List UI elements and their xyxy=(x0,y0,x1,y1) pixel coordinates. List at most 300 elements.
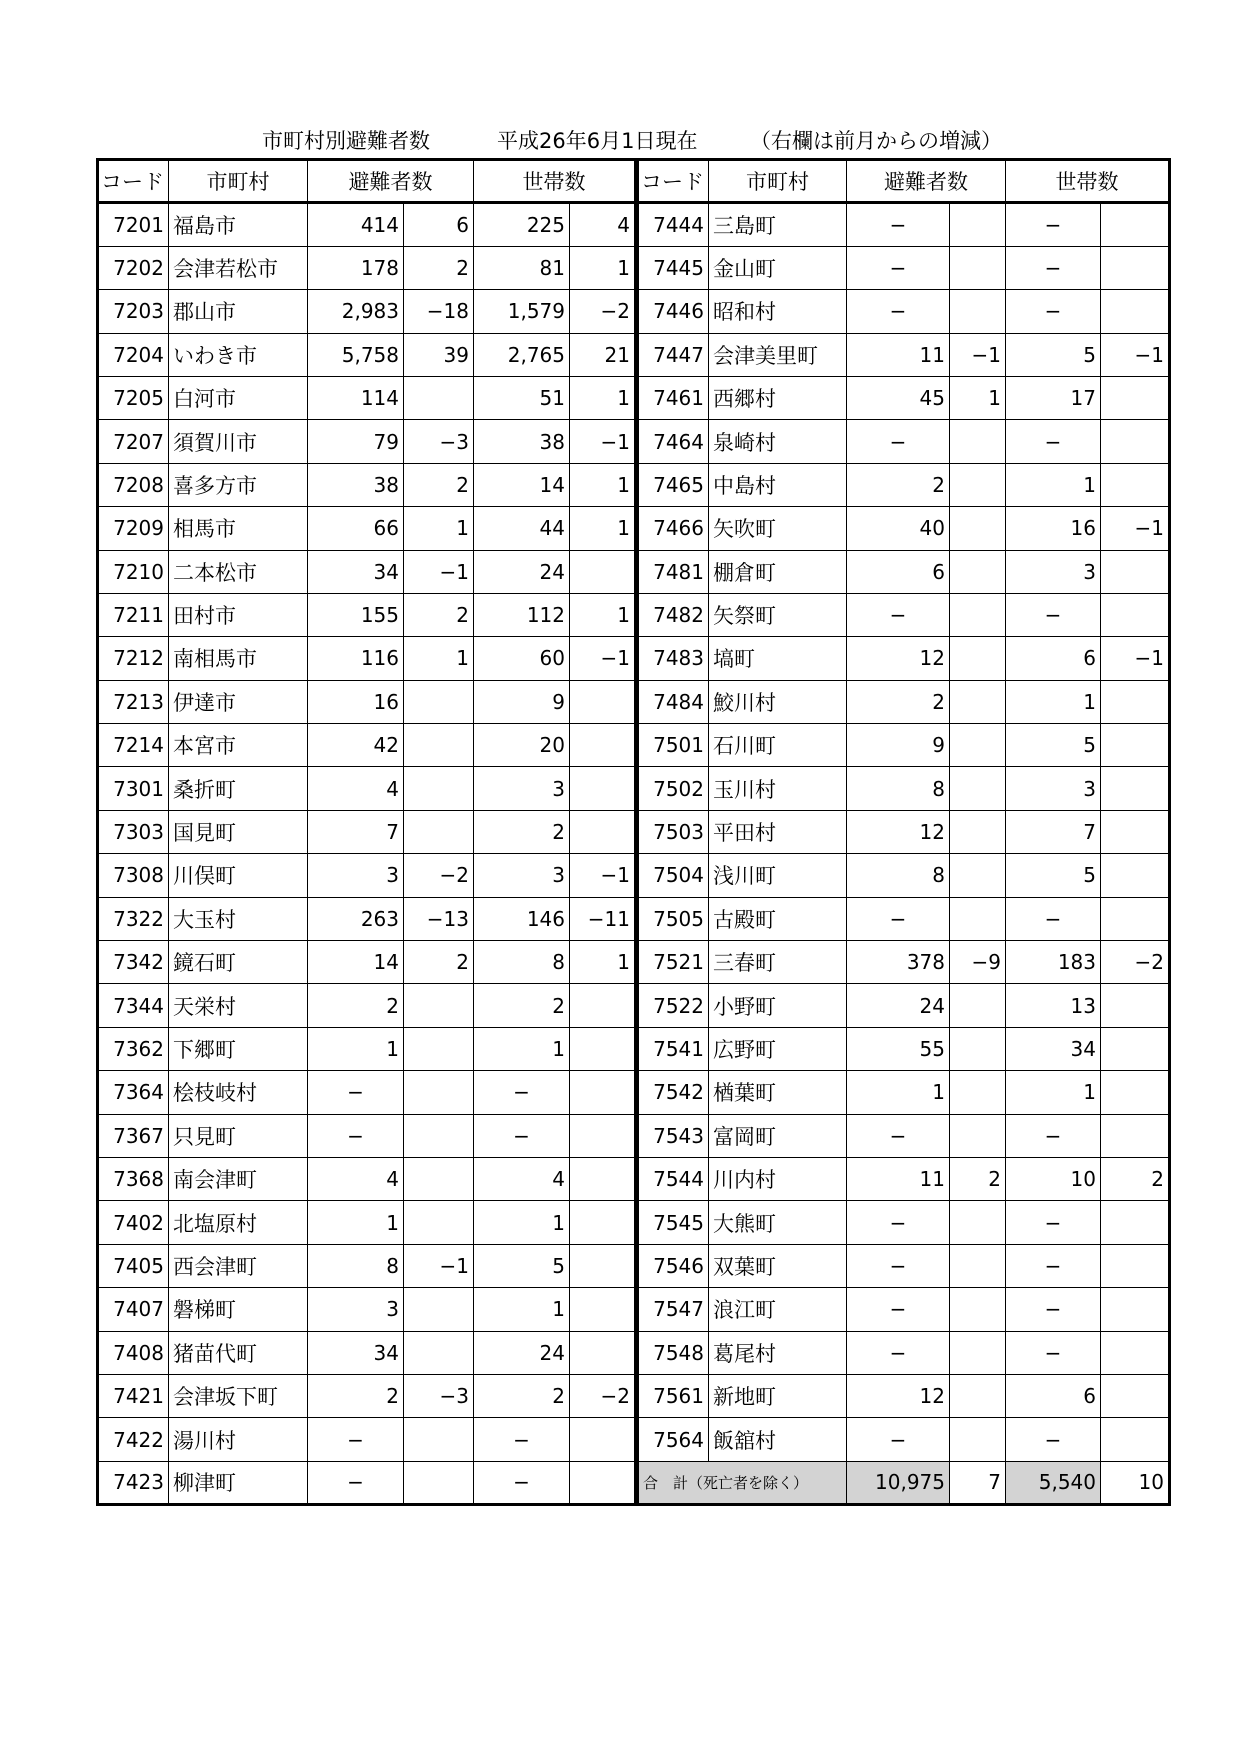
households-cell: 5 xyxy=(1006,333,1101,376)
table-row xyxy=(638,333,1170,376)
municipality-cell: 桑折町 xyxy=(169,767,308,810)
code-cell: 7503 xyxy=(638,810,709,853)
households-change-cell: −1 xyxy=(1101,507,1170,550)
table-row xyxy=(98,1288,636,1331)
evacuees-change-cell: −3 xyxy=(404,1374,474,1417)
evacuees-change-cell xyxy=(950,637,1006,680)
households-change-cell xyxy=(1101,767,1170,810)
total-evacuees-change: 7 xyxy=(950,1461,1006,1504)
municipality-cell: 双葉町 xyxy=(709,1244,847,1287)
households-change-cell xyxy=(570,1201,636,1244)
table-row xyxy=(638,810,1170,853)
evacuees-cell: − xyxy=(847,1244,950,1287)
municipality-cell: 国見町 xyxy=(169,810,308,853)
evacuees-cell: − xyxy=(847,1201,950,1244)
evacuees-cell: 178 xyxy=(308,246,404,289)
code-cell: 7444 xyxy=(638,203,709,246)
households-cell: 3 xyxy=(1006,767,1101,810)
evacuees-cell: 45 xyxy=(847,376,950,419)
households-cell: 112 xyxy=(474,593,570,636)
households-change-cell: −2 xyxy=(570,290,636,333)
table-row xyxy=(638,941,1170,984)
evacuees-change-cell: 1 xyxy=(404,507,474,550)
code-cell: 7446 xyxy=(638,290,709,333)
evacuees-cell: 414 xyxy=(308,203,404,246)
evacuees-cell: 4 xyxy=(308,767,404,810)
municipality-cell: 桧枝岐村 xyxy=(169,1071,308,1114)
table-row xyxy=(98,463,636,506)
municipality-cell: 会津美里町 xyxy=(709,333,847,376)
evacuees-change-cell xyxy=(950,1331,1006,1374)
households-cell: − xyxy=(474,1114,570,1157)
evacuees-change-cell xyxy=(950,984,1006,1027)
municipality-cell: 泉崎村 xyxy=(709,420,847,463)
evacuees-cell: 2 xyxy=(847,463,950,506)
municipality-cell: 鮫川村 xyxy=(709,680,847,723)
total-row xyxy=(638,1461,1170,1504)
households-cell: − xyxy=(1006,1331,1101,1374)
households-change-cell xyxy=(570,1461,636,1504)
evacuees-change-cell: 2 xyxy=(404,593,474,636)
evacuees-cell: − xyxy=(847,1331,950,1374)
evacuees-change-cell xyxy=(950,290,1006,333)
evacuees-cell: 7 xyxy=(308,810,404,853)
evacuees-change-cell xyxy=(950,550,1006,593)
municipality-cell: 楢葉町 xyxy=(709,1071,847,1114)
households-cell: 1 xyxy=(1006,463,1101,506)
evacuees-change-cell: 2 xyxy=(950,1157,1006,1200)
municipality-cell: 石川町 xyxy=(709,724,847,767)
table-row xyxy=(638,463,1170,506)
table-row xyxy=(98,246,636,289)
households-cell: − xyxy=(474,1461,570,1504)
table-body-right xyxy=(638,203,1170,1505)
code-cell: 7212 xyxy=(98,637,169,680)
evacuees-cell: − xyxy=(847,897,950,940)
evacuees-change-cell: 1 xyxy=(950,376,1006,419)
households-cell: − xyxy=(474,1071,570,1114)
households-change-cell xyxy=(1101,1027,1170,1070)
households-cell: 24 xyxy=(474,1331,570,1374)
evacuees-change-cell xyxy=(404,724,474,767)
municipality-cell: 葛尾村 xyxy=(709,1331,847,1374)
code-cell: 7368 xyxy=(98,1157,169,1200)
code-cell: 7544 xyxy=(638,1157,709,1200)
code-cell: 7367 xyxy=(98,1114,169,1157)
municipality-cell: 鏡石町 xyxy=(169,941,308,984)
code-cell: 7447 xyxy=(638,333,709,376)
municipality-cell: 塙町 xyxy=(709,637,847,680)
households-cell: 1 xyxy=(474,1288,570,1331)
municipality-cell: 中島村 xyxy=(709,463,847,506)
title-main: 市町村別避難者数 xyxy=(262,129,430,153)
households-change-cell xyxy=(1101,593,1170,636)
code-cell: 7505 xyxy=(638,897,709,940)
evacuees-cell: 79 xyxy=(308,420,404,463)
code-cell: 7204 xyxy=(98,333,169,376)
households-cell: − xyxy=(1006,593,1101,636)
households-cell: 17 xyxy=(1006,376,1101,419)
households-cell: 3 xyxy=(474,767,570,810)
evacuees-change-cell xyxy=(950,1374,1006,1417)
households-cell: 60 xyxy=(474,637,570,680)
code-cell: 7481 xyxy=(638,550,709,593)
evacuees-change-cell: 2 xyxy=(404,463,474,506)
evacuees-change-cell: −1 xyxy=(950,333,1006,376)
title-date: 平成26年6月1日現在 xyxy=(497,129,698,153)
evacuees-cell: − xyxy=(847,593,950,636)
evacuees-change-cell xyxy=(950,1418,1006,1461)
households-change-cell: −1 xyxy=(1101,333,1170,376)
evacuees-change-cell xyxy=(404,1331,474,1374)
evacuees-change-cell: 39 xyxy=(404,333,474,376)
code-cell: 7210 xyxy=(98,550,169,593)
households-change-cell: 1 xyxy=(570,246,636,289)
municipality-cell: 飯舘村 xyxy=(709,1418,847,1461)
municipality-cell: 伊達市 xyxy=(169,680,308,723)
evacuees-cell: 16 xyxy=(308,680,404,723)
evacuees-change-cell: 2 xyxy=(404,941,474,984)
code-cell: 7466 xyxy=(638,507,709,550)
municipality-cell: 川内村 xyxy=(709,1157,847,1200)
evacuees-cell: − xyxy=(847,1288,950,1331)
households-change-cell xyxy=(1101,376,1170,419)
municipality-cell: 猪苗代町 xyxy=(169,1331,308,1374)
households-cell: − xyxy=(1006,1418,1101,1461)
evacuees-change-cell xyxy=(404,767,474,810)
table-row xyxy=(98,593,636,636)
evacuees-change-cell xyxy=(404,376,474,419)
households-change-cell: −2 xyxy=(570,1374,636,1417)
table-row xyxy=(638,1071,1170,1114)
code-cell: 7364 xyxy=(98,1071,169,1114)
table-row xyxy=(98,1461,636,1504)
households-cell: 5 xyxy=(1006,724,1101,767)
households-change-cell: 2 xyxy=(1101,1157,1170,1200)
code-cell: 7548 xyxy=(638,1331,709,1374)
table-row xyxy=(638,637,1170,680)
evacuees-cell: 12 xyxy=(847,637,950,680)
households-cell: 225 xyxy=(474,203,570,246)
table-row xyxy=(638,420,1170,463)
table-row xyxy=(98,724,636,767)
households-cell: − xyxy=(1006,420,1101,463)
code-cell: 7482 xyxy=(638,593,709,636)
table-header-row xyxy=(98,160,636,203)
households-change-cell xyxy=(1101,246,1170,289)
evacuees-change-cell xyxy=(950,1288,1006,1331)
table-row xyxy=(638,1374,1170,1417)
households-change-cell xyxy=(1101,984,1170,1027)
households-cell: − xyxy=(1006,897,1101,940)
evacuees-change-cell: −2 xyxy=(404,854,474,897)
code-cell: 7541 xyxy=(638,1027,709,1070)
households-change-cell: 1 xyxy=(570,593,636,636)
households-cell: 9 xyxy=(474,680,570,723)
households-cell: 1 xyxy=(1006,1071,1101,1114)
total-evacuees: 10,975 xyxy=(847,1461,950,1504)
households-cell: 1 xyxy=(474,1201,570,1244)
table-row xyxy=(638,203,1170,246)
header-municipality: 市町村 xyxy=(169,160,308,203)
evacuees-change-cell xyxy=(950,1244,1006,1287)
code-cell: 7504 xyxy=(638,854,709,897)
households-cell: − xyxy=(1006,1114,1101,1157)
evacuees-change-cell xyxy=(404,1461,474,1504)
households-change-cell xyxy=(1101,1201,1170,1244)
municipality-cell: 南会津町 xyxy=(169,1157,308,1200)
households-cell: 2 xyxy=(474,984,570,1027)
municipality-cell: 西郷村 xyxy=(709,376,847,419)
evacuees-cell: 1 xyxy=(308,1201,404,1244)
evacuees-cell: − xyxy=(847,246,950,289)
code-cell: 7207 xyxy=(98,420,169,463)
households-change-cell xyxy=(570,1288,636,1331)
evacuees-change-cell xyxy=(404,984,474,1027)
table-row xyxy=(638,507,1170,550)
header-evacuees: 避難者数 xyxy=(308,160,474,203)
municipality-cell: 下郷町 xyxy=(169,1027,308,1070)
evacuees-change-cell: −18 xyxy=(404,290,474,333)
evacuees-cell: 12 xyxy=(847,810,950,853)
evacuees-cell: 116 xyxy=(308,637,404,680)
code-cell: 7464 xyxy=(638,420,709,463)
municipality-cell: 三春町 xyxy=(709,941,847,984)
evacuees-cell: 8 xyxy=(847,767,950,810)
table-row xyxy=(98,420,636,463)
evacuees-cell: − xyxy=(308,1461,404,1504)
table-body-left xyxy=(98,203,636,1505)
evacuees-change-cell xyxy=(950,246,1006,289)
code-cell: 7362 xyxy=(98,1027,169,1070)
table-header-row xyxy=(638,160,1170,203)
evacuees-cell: 1 xyxy=(847,1071,950,1114)
evacuees-change-cell xyxy=(404,810,474,853)
code-cell: 7547 xyxy=(638,1288,709,1331)
households-cell: 1 xyxy=(1006,680,1101,723)
households-cell: 34 xyxy=(1006,1027,1101,1070)
code-cell: 7322 xyxy=(98,897,169,940)
evacuees-change-cell xyxy=(404,1201,474,1244)
municipality-cell: 北塩原村 xyxy=(169,1201,308,1244)
evacuee-table-right xyxy=(636,158,1171,1506)
table-row xyxy=(638,1027,1170,1070)
code-cell: 7484 xyxy=(638,680,709,723)
table-row xyxy=(638,290,1170,333)
header-code: コード xyxy=(638,160,709,203)
evacuees-cell: 24 xyxy=(847,984,950,1027)
table-row xyxy=(98,854,636,897)
table-row xyxy=(98,637,636,680)
evacuees-change-cell: 2 xyxy=(404,246,474,289)
code-cell: 7408 xyxy=(98,1331,169,1374)
municipality-cell: いわき市 xyxy=(169,333,308,376)
evacuees-cell: − xyxy=(308,1114,404,1157)
evacuees-change-cell xyxy=(950,1027,1006,1070)
code-cell: 7402 xyxy=(98,1201,169,1244)
evacuees-change-cell xyxy=(404,1288,474,1331)
code-cell: 7342 xyxy=(98,941,169,984)
code-cell: 7483 xyxy=(638,637,709,680)
municipality-cell: 玉川村 xyxy=(709,767,847,810)
municipality-cell: 白河市 xyxy=(169,376,308,419)
total-households-change: 10 xyxy=(1101,1461,1170,1504)
households-cell: 38 xyxy=(474,420,570,463)
header-households: 世帯数 xyxy=(474,160,636,203)
evacuees-cell: 34 xyxy=(308,1331,404,1374)
evacuees-change-cell xyxy=(950,724,1006,767)
municipality-cell: 矢祭町 xyxy=(709,593,847,636)
evacuees-cell: 40 xyxy=(847,507,950,550)
households-change-cell xyxy=(570,1418,636,1461)
evacuees-change-cell: −13 xyxy=(404,897,474,940)
municipality-cell: 平田村 xyxy=(709,810,847,853)
table-row xyxy=(98,1071,636,1114)
evacuees-cell: 14 xyxy=(308,941,404,984)
table-row xyxy=(98,1201,636,1244)
households-cell: 8 xyxy=(474,941,570,984)
municipality-cell: 棚倉町 xyxy=(709,550,847,593)
code-cell: 7561 xyxy=(638,1374,709,1417)
evacuees-cell: 9 xyxy=(847,724,950,767)
code-cell: 7201 xyxy=(98,203,169,246)
households-change-cell xyxy=(570,550,636,593)
evacuees-change-cell: −1 xyxy=(404,1244,474,1287)
table-row xyxy=(98,507,636,550)
code-cell: 7303 xyxy=(98,810,169,853)
table-row xyxy=(638,1418,1170,1461)
evacuees-cell: 42 xyxy=(308,724,404,767)
municipality-cell: 只見町 xyxy=(169,1114,308,1157)
municipality-cell: 福島市 xyxy=(169,203,308,246)
households-change-cell xyxy=(1101,1244,1170,1287)
municipality-cell: 田村市 xyxy=(169,593,308,636)
table-row xyxy=(638,1201,1170,1244)
households-change-cell xyxy=(1101,810,1170,853)
households-change-cell xyxy=(1101,1418,1170,1461)
households-change-cell xyxy=(570,1244,636,1287)
evacuees-cell: 378 xyxy=(847,941,950,984)
evacuees-change-cell xyxy=(404,1027,474,1070)
households-cell: 3 xyxy=(474,854,570,897)
evacuees-change-cell xyxy=(950,507,1006,550)
evacuees-cell: 2,983 xyxy=(308,290,404,333)
code-cell: 7202 xyxy=(98,246,169,289)
households-change-cell xyxy=(1101,290,1170,333)
municipality-cell: 川俣町 xyxy=(169,854,308,897)
evacuees-change-cell xyxy=(404,1418,474,1461)
evacuees-change-cell: 6 xyxy=(404,203,474,246)
evacuees-cell: 11 xyxy=(847,1157,950,1200)
municipality-cell: 二本松市 xyxy=(169,550,308,593)
evacuee-table-wrap xyxy=(96,158,1168,1498)
table-row xyxy=(98,767,636,810)
table-row xyxy=(638,1157,1170,1200)
evacuees-change-cell xyxy=(950,680,1006,723)
households-change-cell: 1 xyxy=(570,376,636,419)
table-row xyxy=(638,246,1170,289)
households-cell: 2 xyxy=(474,1374,570,1417)
code-cell: 7522 xyxy=(638,984,709,1027)
households-change-cell: 1 xyxy=(570,463,636,506)
evacuees-cell: − xyxy=(847,420,950,463)
code-cell: 7521 xyxy=(638,941,709,984)
header-code: コード xyxy=(98,160,169,203)
municipality-cell: 矢吹町 xyxy=(709,507,847,550)
table-row xyxy=(98,941,636,984)
evacuees-cell: − xyxy=(847,290,950,333)
households-cell: 2,765 xyxy=(474,333,570,376)
households-cell: 4 xyxy=(474,1157,570,1200)
table-row xyxy=(98,810,636,853)
households-change-cell xyxy=(570,724,636,767)
households-cell: 6 xyxy=(1006,1374,1101,1417)
evacuees-change-cell xyxy=(950,854,1006,897)
table-row xyxy=(98,1418,636,1461)
municipality-cell: 広野町 xyxy=(709,1027,847,1070)
municipality-cell: 本宮市 xyxy=(169,724,308,767)
households-change-cell xyxy=(570,1114,636,1157)
table-row xyxy=(638,1331,1170,1374)
table-row xyxy=(98,897,636,940)
municipality-cell: 浅川町 xyxy=(709,854,847,897)
households-change-cell xyxy=(570,1331,636,1374)
municipality-cell: 富岡町 xyxy=(709,1114,847,1157)
header-municipality: 市町村 xyxy=(709,160,847,203)
municipality-cell: 会津坂下町 xyxy=(169,1374,308,1417)
evacuees-cell: 1 xyxy=(308,1027,404,1070)
evacuees-cell: 114 xyxy=(308,376,404,419)
households-change-cell xyxy=(1101,897,1170,940)
evacuees-change-cell: −9 xyxy=(950,941,1006,984)
code-cell: 7421 xyxy=(98,1374,169,1417)
table-row xyxy=(638,854,1170,897)
households-cell: 7 xyxy=(1006,810,1101,853)
municipality-cell: 須賀川市 xyxy=(169,420,308,463)
table-row xyxy=(98,203,636,246)
table-row xyxy=(638,680,1170,723)
code-cell: 7208 xyxy=(98,463,169,506)
municipality-cell: 柳津町 xyxy=(169,1461,308,1504)
households-cell: 146 xyxy=(474,897,570,940)
table-row xyxy=(638,724,1170,767)
evacuees-change-cell xyxy=(950,897,1006,940)
evacuees-cell: − xyxy=(847,1114,950,1157)
households-change-cell xyxy=(570,767,636,810)
households-cell: 13 xyxy=(1006,984,1101,1027)
header-households: 世帯数 xyxy=(1006,160,1170,203)
evacuees-cell: 2 xyxy=(847,680,950,723)
households-change-cell: −1 xyxy=(570,637,636,680)
evacuees-cell: 263 xyxy=(308,897,404,940)
households-cell: 10 xyxy=(1006,1157,1101,1200)
code-cell: 7502 xyxy=(638,767,709,810)
evacuees-cell: 3 xyxy=(308,1288,404,1331)
municipality-cell: 相馬市 xyxy=(169,507,308,550)
total-label: 合 計（死亡者を除く） xyxy=(638,1461,847,1504)
code-cell: 7465 xyxy=(638,463,709,506)
households-change-cell xyxy=(570,1071,636,1114)
households-change-cell xyxy=(570,1157,636,1200)
municipality-cell: 天栄村 xyxy=(169,984,308,1027)
households-change-cell xyxy=(570,1027,636,1070)
evacuees-cell: − xyxy=(847,203,950,246)
table-row xyxy=(98,1374,636,1417)
households-change-cell xyxy=(1101,1331,1170,1374)
municipality-cell: 大熊町 xyxy=(709,1201,847,1244)
households-change-cell xyxy=(1101,203,1170,246)
households-change-cell xyxy=(1101,1114,1170,1157)
